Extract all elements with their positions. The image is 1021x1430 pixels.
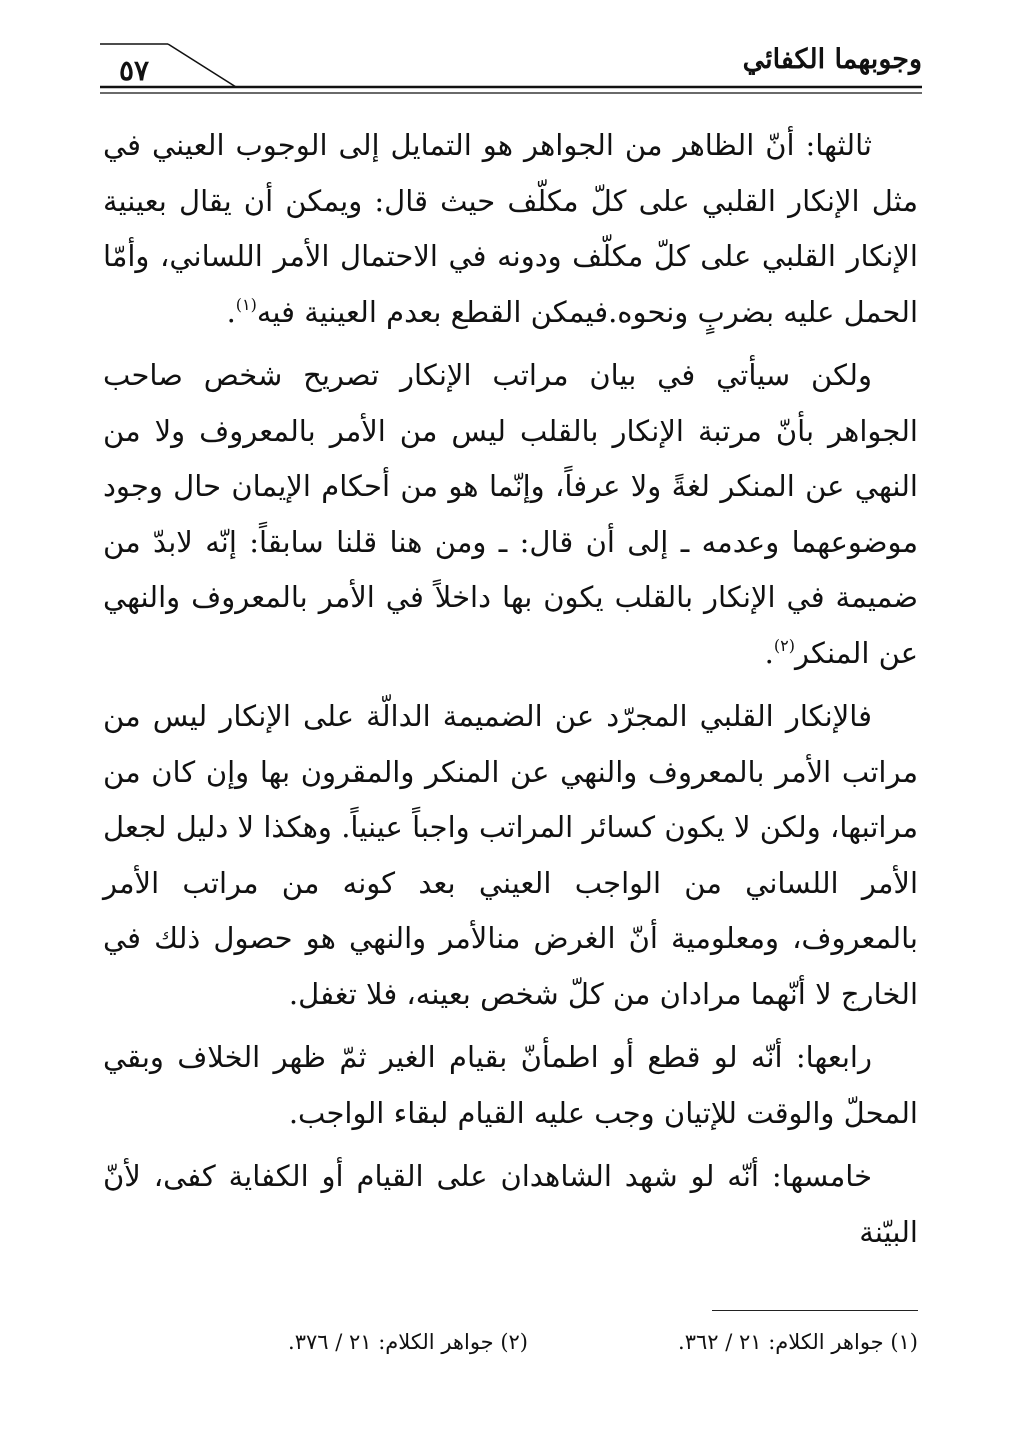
- footnote-1: (١) جواهر الكلام: ٢١ / ٣٦٢.: [678, 1330, 918, 1354]
- paragraph-text: ثالثها: أنّ الظاهر من الجواهر هو التمايل إلى الوجوب العيني في مثل الإنكار القلبي على كلّ مكلّف حيث قال: ويمكن أن يقال بعينية الإنكار القلبي على كلّ مكلّف ودونه في الاحتمال الأمر اللساني، وأمّا الحمل عليه بضربٍ ونحوه.فيمكن القطع بعدم العينية فيه: [103, 128, 918, 329]
- paragraph-text: خامسها: أنّه لو شهد الشاهدان على القيام أو الكفاية كفى، لأنّ البيّنة: [103, 1159, 918, 1249]
- footnote-separator: [712, 1310, 918, 1311]
- paragraph-conclusion: [103, 689, 918, 1022]
- main-text: [103, 118, 918, 1260]
- paragraph-end: .: [226, 294, 236, 329]
- footnotes: [103, 1330, 918, 1370]
- page-number: ٥٧: [118, 54, 150, 87]
- paragraph-fifth: [103, 1149, 918, 1260]
- paragraph-jawahir-quote: [103, 348, 918, 681]
- paragraph-third: [103, 118, 918, 340]
- footnote-ref: (١): [235, 294, 257, 314]
- paragraph-text: ولكن سيأتي في بيان مراتب الإنكار تصريح شخص صاحب الجواهر بأنّ مرتبة الإنكار بالقلب ليس من الأمر بالمعروف ولا من النهي عن المنكر لغةً ولا عرفاً، وإنّما هو من أحكام الإيمان حال وجود موضوعهما وعدمه ـ إلى أن قال: ـ ومن هنا قلنا سابقاً: إنّه لابدّ من ضميمة في الإنكار بالقلب يكون بها داخلاً في الأمر بالمعروف والنهي عن المنكر: [103, 358, 918, 670]
- running-title: وجوبهما الكفائي: [742, 44, 922, 75]
- footnote-ref: (٢): [773, 635, 795, 655]
- footnote-2: (٢) جواهر الكلام: ٢١ / ٣٧٦.: [288, 1330, 528, 1354]
- paragraph-fourth: [103, 1030, 918, 1141]
- page-header: [100, 30, 922, 100]
- paragraph-end: .: [764, 635, 774, 670]
- paragraph-text: رابعها: أنّه لو قطع أو اطمأنّ بقيام الغير ثمّ ظهر الخلاف وبقي المحلّ والوقت للإتيان وجب عليه القيام لبقاء الواجب.: [103, 1040, 918, 1130]
- paragraph-text: فالإنكار القلبي المجرّد عن الضميمة الدالّة على الإنكار ليس من مراتب الأمر بالمعروف والنهي عن المنكر والمقرون بها وإن كان من مراتبها، ولكن لا يكون كسائر المراتب واجباً عينياً. وهكذا لا دليل لجعل الأمر اللساني من الواجب العيني بعد كونه من مراتب الأمر بالمعروف، ومعلومية أنّ الغرض منالأمر والنهي هو حصول ذلك في الخارج لا أنّهما مرادان من كلّ شخص بعينه، فلا تغفل.: [103, 699, 918, 1011]
